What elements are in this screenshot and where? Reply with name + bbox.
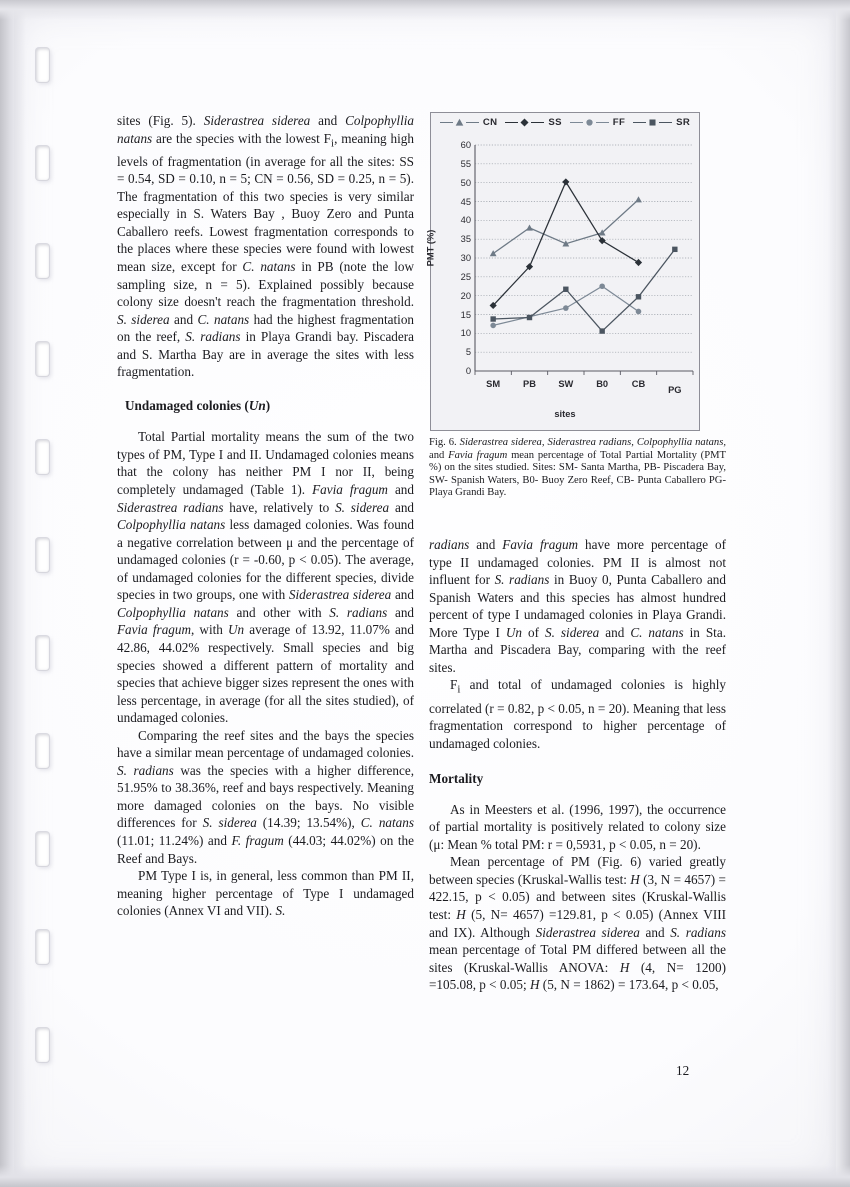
paragraph-fragmentation: sites (Fig. 5). Siderastrea siderea and Colpophyllia natans are the species with the lowest $F_i$, meaning high levels of fragmentation (in average for all the sites: SS = 0.54, SD = 0.10, n = 5; CN = 0.56, SD = 0.25, n = 5). The fragmentation of this two species is very similar especially in S. Waters Bay , Buoy Zero and Punta Caballero reefs. Lowest fragmentation corresponds to the places where these species were found with lowest mean size, except for C. natans in PB (note the low sampling size, n = 5). Explained possibly because colony size doesn't reach the fragmentation threshold. S. siderea and C. natans had the highest fragmentation on the reef, S. radians in Playa Grandi bay. Piscadera and S. Martha Bay are in average the sites with less fragmentation. (117, 113, 415, 380)
y-tick-label: 60 (460, 140, 471, 150)
x-tick-label: SM (486, 379, 501, 389)
data-point-ff-sw (563, 305, 569, 311)
binder-punch-holes (36, 48, 58, 1078)
punch-hole (36, 440, 49, 474)
legend-line-icon (570, 122, 583, 124)
y-tick-label: 40 (460, 215, 471, 226)
heading-undamaged-colonies: Undamaged colonies (Un) (125, 397, 271, 413)
right-text-column (429, 536, 726, 994)
legend-item-sr (633, 117, 690, 128)
punch-hole (36, 832, 49, 866)
y-tick-label: 15 (460, 309, 471, 320)
legend-line-icon (531, 122, 544, 124)
legend-item-ff (570, 117, 625, 128)
data-point-sr-sw (563, 287, 568, 292)
legend-label: FF (612, 117, 626, 128)
legend-item-ss (505, 117, 561, 128)
punch-hole (36, 636, 49, 670)
legend-line-icon (505, 122, 518, 124)
data-point-ff-b0 (599, 283, 605, 289)
y-tick-label: 50 (460, 177, 471, 188)
y-tick-label: 10 (460, 328, 471, 339)
chart-svg (431, 139, 699, 407)
legend-label: SS (548, 117, 562, 128)
data-point-cn-cb (635, 196, 642, 202)
page-edge-shadow-left (0, 0, 26, 1187)
y-tick-label: 35 (460, 234, 471, 245)
legend-label: SR (676, 117, 691, 128)
legend-item-cn (440, 117, 497, 128)
page-edge-shadow-bottom (0, 1165, 850, 1187)
punch-hole (36, 538, 49, 572)
data-point-ss-sw (562, 178, 569, 185)
chart-y-axis-label: PMT (%) (425, 229, 436, 267)
punch-hole (36, 244, 49, 278)
x-tick-label: SW (558, 379, 574, 389)
data-point-ff-cb (636, 309, 642, 315)
data-point-sr-pg (672, 247, 677, 252)
punch-hole (36, 734, 49, 768)
punch-hole (36, 1028, 49, 1062)
y-tick-label: 45 (460, 196, 471, 207)
paragraph-fi-correlation: $F_i$ and total of undamaged colonies is highly correlated (r = 0.82, p < 0.05, n = 20). Meaning that less fragmentation correspond to higher percentage of undamaged colonies. (429, 677, 726, 751)
y-tick-label: 0 (465, 366, 471, 376)
data-point-cn-pb (526, 224, 533, 230)
y-tick-label: 5 (465, 347, 471, 358)
left-text-column (117, 112, 414, 920)
data-point-ss-cb (635, 259, 642, 266)
legend-diamond-icon (520, 118, 529, 127)
figure-6-chart (425, 112, 700, 431)
heading-mortality: Mortality (429, 771, 484, 787)
punch-hole (36, 342, 49, 376)
page-number: 12 (676, 1063, 690, 1078)
legend-label: CN (482, 117, 498, 128)
legend-triangle-icon (455, 118, 464, 127)
data-point-sr-cb (636, 294, 641, 299)
data-point-cn-sm (490, 250, 497, 256)
chart-plot-area (425, 139, 699, 407)
punch-hole (36, 930, 49, 964)
chart-legend (431, 117, 699, 128)
legend-line-icon (466, 122, 479, 124)
y-tick-label: 55 (460, 158, 471, 169)
paragraph-pm-type-one: PM Type I is, in general, less common than PM II, meaning higher percentage of Type I undamaged colonies (Annex VI and VII). S. (117, 868, 414, 919)
chart-x-axis-label: sites (554, 409, 576, 419)
legend-line-icon (633, 122, 646, 124)
paragraph-meesters: As in Meesters et al. (1996, 1997), the occurrence of partial mortality is positively related to colony size (μ: Mean % total PM: r = 0,5931, p < 0.05, n = 20). (429, 801, 726, 852)
data-point-sr-sm (490, 316, 495, 321)
x-tick-label: CB (631, 379, 646, 389)
x-tick-label: B0 (596, 379, 609, 389)
punch-hole (36, 146, 49, 180)
data-point-ff-sm (490, 323, 496, 329)
x-tick-label: PG (668, 385, 682, 395)
y-tick-label: 20 (460, 290, 471, 301)
y-tick-label: 25 (460, 271, 471, 282)
legend-square-icon (648, 118, 657, 127)
data-point-sr-pb (527, 315, 532, 320)
legend-circle-icon (585, 118, 594, 127)
legend-line-icon (659, 122, 672, 124)
page-edge-shadow-right (828, 0, 850, 1187)
legend-line-icon (440, 122, 453, 124)
paragraph-type-two-undamaged: radians and Favia fragum have more percentage of type II undamaged colonies. PM II is almost not influent for S. radians in Buoy 0, Punta Caballero and Spanish Waters and this species has almost hundred percent of type I undamaged colonies in Playa Grandi. More Type I Un of S. siderea and C. natans in Sta. Martha and Piscadera Bay, comparing with the reef sites. (429, 537, 726, 675)
x-tick-label: PB (523, 379, 536, 389)
legend-line-icon (596, 122, 609, 124)
punch-hole (36, 48, 49, 82)
data-point-ss-b0 (599, 237, 606, 244)
page-edge-shadow-top (0, 0, 850, 20)
paragraph-mean-percentage-pm: Mean percentage of PM (Fig. 6) varied greatly between species (Kruskal-Wallis test: H (3, N = 4657) = 422.15, p < 0.05) and between sites (Kruskal-Wallis test: H (5, N= 4657) =129.81, p < 0.05) (Annex VIII and IX). Although Siderastrea siderea and S. radians mean percentage of Total PM differed between all the sites (Kruskal-Wallis ANOVA: H (4, N= 1200) =105.08, p < 0.05; H (5, N = 1862) = 173.64, p < 0.05, (429, 854, 727, 993)
paragraph-total-partial-mortality: Total Partial mortality means the sum of the two types of PM, Type I and II. Undamaged colonies means that the colony has neither PM I nor II, being completely undamaged (Table 1). Favia fragum and Siderastrea radians have, relatively to S. siderea and Colpophyllia natans less damaged colonies. Was found a negative correlation between μ and the percentage of undamaged colonies (r = -0.60, p < 0.05). The average, of undamaged colonies for the different species, divide species in two groups, one with Siderastrea siderea and Colpophyllia natans and other with S. radians and Favia fragum, with Un average of 13.92, 11.07% and 42.86, 44.02% respectively. Small species and big species showed a different pattern of mortality and species that achieve bigger sizes represent the ones with less percentage, in average (for all the sites studied), of undamaged colonies. (117, 429, 415, 726)
paragraph-reef-vs-bays: Comparing the reef sites and the bays the species have a similar mean percentage of undamaged colonies. S. radians was the species with a higher difference, 51.95% to 38.36%, reef and bays respectively. Meaning more damaged colonies on the bays. No visible differences for S. siderea (14.39; 13.54%), C. natans (11.01; 11.24%) and F. fragum (44.03; 44.02%) on the Reef and Bays. (117, 727, 415, 866)
data-point-sr-b0 (599, 328, 604, 333)
figure-6-caption: Fig. 6. Siderastrea siderea, Siderastrea radians, Colpophyllia natans, and Favia fragum mean percentage of Total Partial Mortality (PMT %) on the sites studied. Sites: SM- Santa Martha, PB- Piscadera Bay, SW- Spanish Waters, B0- Buoy Zero Reef, CB- Punta Caballero PG- Playa Grandi Bay. (429, 437, 726, 499)
y-tick-label: 30 (460, 253, 471, 263)
